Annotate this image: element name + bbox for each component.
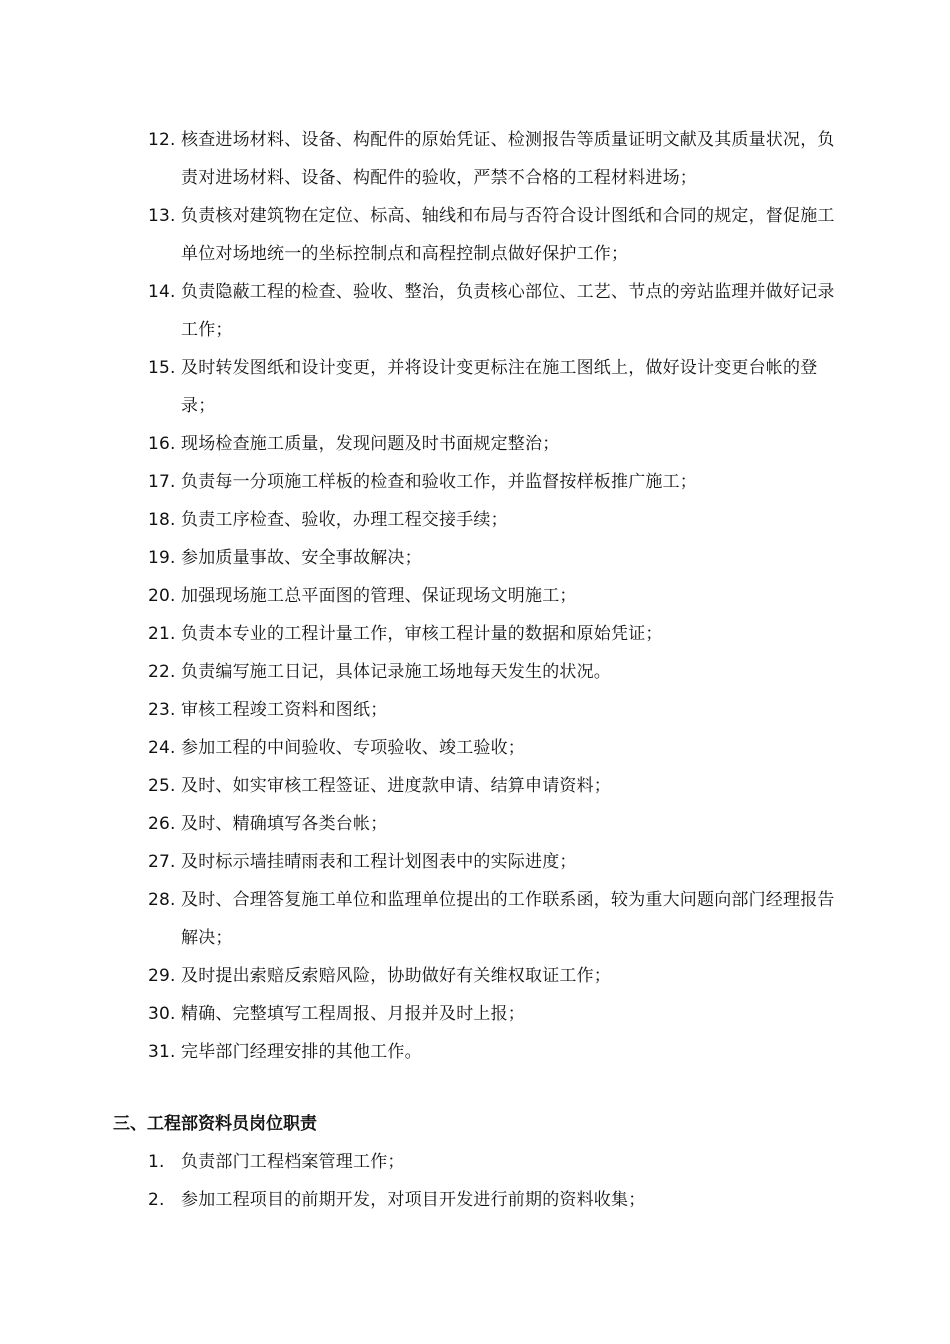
item-text: 精确、完整填写工程周报、月报并及时上报； [181, 1004, 525, 1024]
item-number: 16. [148, 434, 176, 454]
list-item [148, 881, 848, 957]
item-number: 12. [148, 130, 176, 150]
list-item [148, 539, 848, 577]
list-item [148, 501, 848, 539]
item-text: 参加工程的中间验收、专项验收、竣工验收； [181, 738, 525, 758]
list-item [148, 957, 848, 995]
item-text: 及时提出索赔反索赔风险，协助做好有关维权取证工作； [181, 966, 611, 986]
item-number: 19. [148, 548, 176, 568]
item-number: 13. [148, 206, 176, 226]
list-item [148, 767, 848, 805]
item-number: 29. [148, 966, 176, 986]
list-item [148, 615, 848, 653]
item-number: 14. [148, 282, 176, 302]
item-text: 加强现场施工总平面图的管理、保证现场文明施工； [181, 586, 577, 606]
list-item [148, 349, 848, 425]
list-item [148, 691, 848, 729]
list-item [148, 805, 848, 843]
list-item [148, 273, 848, 349]
item-number: 22. [148, 662, 176, 682]
item-text: 负责核对建筑物在定位、标高、轴线和布局与否符合设计图纸和合同的规定，督促施工单位对场地统一的坐标控制点和高程控制点做好保护工作； [181, 206, 835, 264]
list-item [148, 653, 848, 691]
list-item [148, 197, 848, 273]
list-item [148, 843, 848, 881]
item-number: 2. [148, 1190, 165, 1210]
item-number: 28. [148, 890, 176, 910]
item-number: 25. [148, 776, 176, 796]
list-item [148, 995, 848, 1033]
item-number: 30. [148, 1004, 176, 1024]
list-item [148, 729, 848, 767]
item-number: 15. [148, 358, 176, 378]
item-number: 1. [148, 1152, 165, 1172]
item-text: 审核工程竣工资料和图纸； [181, 700, 388, 720]
list-item [148, 121, 848, 197]
item-text: 参加质量事故、安全事故解决； [181, 548, 422, 568]
list-item [148, 1181, 848, 1219]
item-text: 负责工序检查、验收，办理工程交接手续； [181, 510, 508, 530]
list-item [148, 463, 848, 501]
duty-list [148, 121, 848, 1071]
item-number: 20. [148, 586, 176, 606]
item-text: 负责编写施工日记，具体记录施工场地每天发生的状况。 [181, 662, 611, 682]
item-text: 完毕部门经理安排的其他工作。 [181, 1042, 422, 1062]
item-number: 24. [148, 738, 176, 758]
item-text: 核查进场材料、设备、构配件的原始凭证、检测报告等质量证明文献及其质量状况，负责对进场材料、设备、构配件的验收，严禁不合格的工程材料进场； [181, 130, 835, 188]
item-number: 21. [148, 624, 176, 644]
item-text: 及时、如实审核工程签证、进度款申请、结算申请资料； [181, 776, 611, 796]
item-text: 负责隐蔽工程的检查、验收、整治，负责核心部位、工艺、节点的旁站监理并做好记录工作； [181, 282, 835, 340]
section-title: 三、工程部资料员岗位职责 [113, 1114, 317, 1134]
item-text: 及时标示墙挂晴雨表和工程计划图表中的实际进度； [181, 852, 577, 872]
item-text: 及时、合理答复施工单位和监理单位提出的工作联系函，较为重大问题向部门经理报告解决； [181, 890, 835, 948]
list-item [148, 1033, 848, 1071]
item-number: 31. [148, 1042, 176, 1062]
item-text: 及时转发图纸和设计变更，并将设计变更标注在施工图纸上，做好设计变更台帐的登录； [181, 358, 818, 416]
item-text: 现场检查施工质量，发现问题及时书面规定整治； [181, 434, 560, 454]
item-text: 负责本专业的工程计量工作，审核工程计量的数据和原始凭证； [181, 624, 663, 644]
item-text: 参加工程项目的前期开发，对项目开发进行前期的资料收集； [181, 1190, 646, 1210]
list-item [148, 1143, 848, 1181]
item-text: 负责每一分项施工样板的检查和验收工作，并监督按样板推广施工； [181, 472, 697, 492]
item-number: 18. [148, 510, 176, 530]
item-number: 17. [148, 472, 176, 492]
list-item [148, 425, 848, 463]
item-text: 及时、精确填写各类台帐； [181, 814, 388, 834]
item-text: 负责部门工程档案管理工作； [181, 1152, 405, 1172]
item-number: 23. [148, 700, 176, 720]
records-clerk-duty-list [148, 1143, 848, 1219]
item-number: 26. [148, 814, 176, 834]
item-number: 27. [148, 852, 176, 872]
list-item [148, 577, 848, 615]
